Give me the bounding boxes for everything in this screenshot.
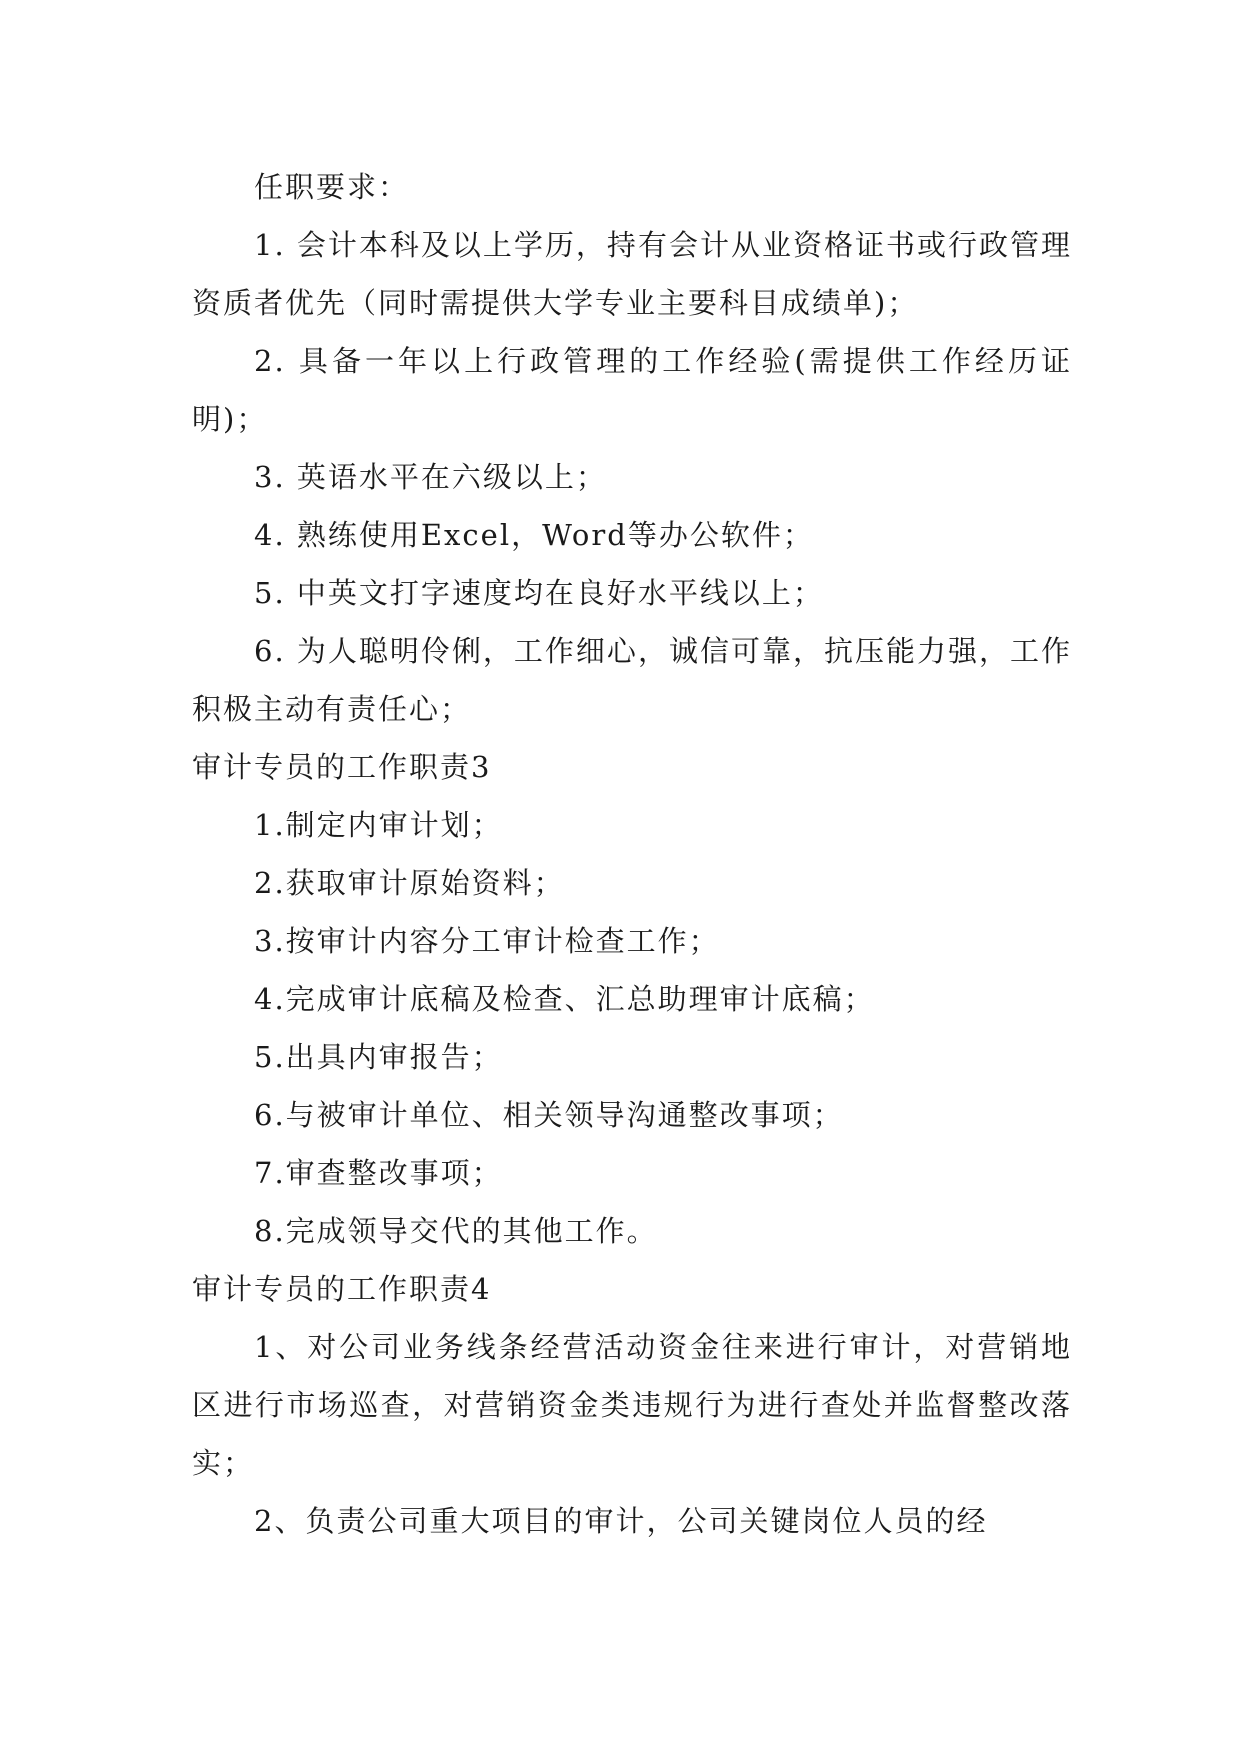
section-heading-duties-3: 审计专员的工作职责3: [192, 750, 492, 784]
paragraph-duty3-4: 4.完成审计底稿及检查、汇总助理审计底稿；: [254, 982, 875, 1016]
paragraph-duty3-8: 8.完成领导交代的其他工作。: [254, 1214, 658, 1248]
section-heading-duties-4: 审计专员的工作职责4: [192, 1272, 492, 1306]
paragraph-duty3-3: 3.按审计内容分工审计检查工作；: [254, 924, 720, 958]
paragraph-duty3-7: 7.审查整改事项；: [254, 1156, 503, 1190]
paragraph-requirement-2: 2. 具备一年以上行政管理的工作经验(需提供工作经历证明)；: [192, 344, 1072, 436]
paragraph-requirement-1: 1. 会计本科及以上学历，持有会计从业资格证书或行政管理资质者优先（同时需提供大学专业主要科目成绩单)；: [192, 228, 1072, 320]
document-body: [192, 158, 1072, 1550]
paragraph-duty4-2: 2、负责公司重大项目的审计，公司关键岗位人员的经: [254, 1504, 988, 1538]
paragraph-requirement-6: 6. 为人聪明伶俐，工作细心，诚信可靠，抗压能力强，工作积极主动有责任心；: [192, 634, 1072, 726]
paragraph-requirement-5: 5. 中英文打字速度均在良好水平线以上；: [254, 576, 824, 610]
paragraph-duty3-1: 1.制定内审计划；: [254, 808, 503, 842]
paragraph-requirement-4: 4. 熟练使用Excel，Word等办公软件；: [254, 518, 814, 552]
paragraph-duty3-6: 6.与被审计单位、相关领导沟通整改事项；: [254, 1098, 844, 1132]
paragraph-duty4-1: 1、对公司业务线条经营活动资金往来进行审计，对营销地区进行市场巡查，对营销资金类违规行为进行查处并监督整改落实；: [192, 1330, 1072, 1480]
paragraph-duty3-2: 2.获取审计原始资料；: [254, 866, 565, 900]
paragraph-requirements-heading: 任职要求：: [254, 170, 410, 204]
paragraph-duty3-5: 5.出具内审报告；: [254, 1040, 503, 1074]
paragraph-requirement-3: 3. 英语水平在六级以上；: [254, 460, 607, 494]
